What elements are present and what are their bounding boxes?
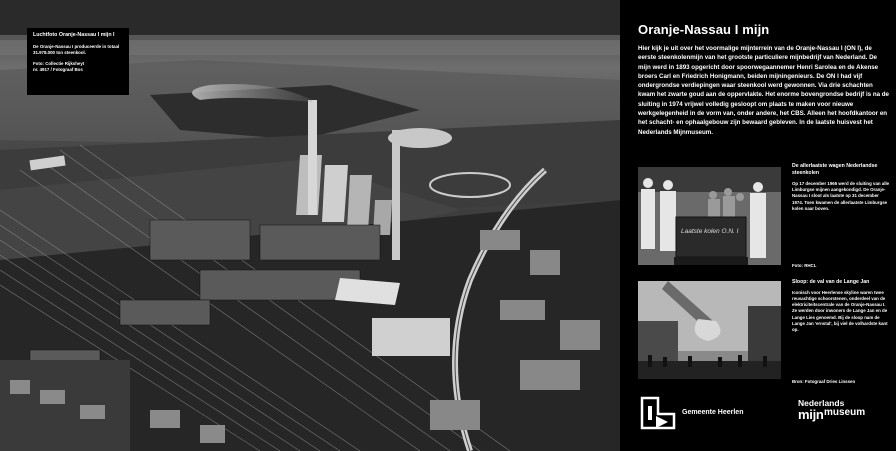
photo-caption-box: [27, 28, 129, 95]
intro-text: Hier kijk je uit over het voormalige mijnterrein van de Oranje-Nassau I (ON I), de eerste steenkolenmijn van het grootste particuliere mijnbedrijf van Nederland. De mijn werd in 1893 opgericht door spoorwegaannemer Henri Sarolea en de Akense broers Carl en Friedrich Honigmann, beiden mijningenieurs. De ON I had vijf ondergrondse verdiepingen waar steenkool werd gewonnen. Via drie schachten kwam het zwarte goud aan de oppervlakte. Het enorme bovengrondse bedrijf is na de sluiting in 1974 vrijwel volledig gesloopt om plaats te maken voor nieuwe werkgelegenheid in de vorm van, onder andere, het CBS. Alleen het hoofdkantoor en het schacht- en ophaalgebouw zijn bewaard gebleven. In de laatste huisvest het Nederlands Mijnmuseum.: [638, 45, 889, 136]
gemeente-heerlen-label: Gemeente Heerlen: [682, 409, 744, 416]
museum-logo-word-museum: museum: [824, 407, 866, 418]
museum-logo-line1: Nederlands: [798, 398, 845, 408]
info-panel: [620, 0, 896, 451]
chimney-demolition-photo-image: [638, 281, 781, 379]
story-last-coal-body: Op 17 december 1965 werd de sluiting van alle Limburgse mijnen aangekondigd. De Oranje-Nassau I sloot als laatste op 31 december 1974. Toen kwamen de allerlaatste Limburgse kolen naar boven.: [792, 181, 890, 211]
page-title: Oranje-Nassau I mijn: [638, 22, 770, 37]
story-last-coal-credit: Foto: RHCL: [792, 263, 817, 268]
story-lange-jan: [792, 279, 890, 384]
story-last-coal-title: De allerlaatste wagen Nederlandse steenkolen: [792, 163, 878, 177]
story-lange-jan-credit: Bron: Fotograaf Dries Linssen: [792, 379, 856, 384]
photo-caption-credit-1: Foto: Collectie Rijksheyt: [33, 60, 85, 66]
story-lange-jan-body: Iconisch voor Heerlense skyline waren twee reusachtige schoorstenen, onderdeel van de elektriciteitscentrale van de Oranje-Nassau I. Ze werden door inwoners de Lange Jan en de Lange Lies genoemd. Bij de sloop nam de Lange Jan 'ernstal', bij viel de volhardste kant op.: [792, 290, 888, 332]
footer: [638, 396, 890, 436]
wagon-chalk-text: Laatste kolen O.N. I: [681, 228, 739, 235]
gemeente-heerlen-logo-icon: [638, 396, 678, 432]
coal-wagon-photo-image: [638, 167, 781, 265]
photo-caption-credit-2: nr. 4917 / Fotograaf Bos: [33, 66, 83, 72]
photo-caption-body: De Oranje-Nassau I produceerde in totaal 31.978.000 ton steenkool.: [33, 44, 120, 55]
coal-wagon-photo: [638, 167, 781, 265]
photo-caption-title: Luchtfoto Oranje-Nassau I mijn I: [33, 32, 115, 38]
story-lange-jan-title: Sloop: de val van de Lange Jan: [792, 279, 870, 285]
story-last-coal: [792, 163, 890, 268]
museum-logo-word-mijn: mijn: [798, 407, 824, 422]
chimney-demolition-photo: [638, 281, 781, 379]
